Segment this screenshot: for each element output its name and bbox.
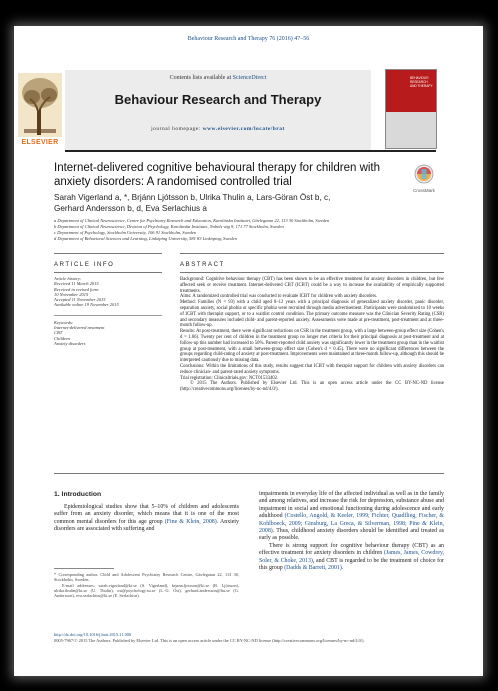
intro-text: , and CBT is regarded to be the treatment of choice for this group <box>259 557 444 572</box>
abstract-copyright: © 2015 The Authors. Published by Elsevier Ltd. This is an open access article under the CC BY-NC-ND license (http://creativecommons.org/licenses/by-nc-nd/4.0/). <box>180 381 444 393</box>
homepage-link[interactable]: www.elsevier.com/locate/brat <box>202 126 285 132</box>
citation-link[interactable]: (James, James, Cowdrey, Soler, & Choke, 2013) <box>259 550 444 564</box>
keyword: Children <box>54 335 70 341</box>
intro-text: . <box>341 565 344 572</box>
doi-link[interactable]: http://dx.doi.org/10.1016/j.brat.2015.11.006 <box>54 632 132 637</box>
elsevier-tree-logo <box>18 73 62 145</box>
info-head-rule <box>54 272 162 273</box>
citation-link[interactable]: (Costello, Angold, & Keeler, 1999; Fichter, Quadflieg, Fischer, & Kohlboeck, 2009; Ginsburg, La Greca, & Silverman, 1998; Pine & Klein, 2008) <box>259 513 444 535</box>
abstract-method: Method: Families (N = 93) with a child aged 8–12 years with a principal diagnosis of generalized anxiety disorder, panic disorder, separation anxiety, social phobia or specific phobia were recruited through media advertisement. Participants were randomized to 10 weeks of ICBT with therapist support, or to a waitlist control condition. The primary outcome measure was the Clinician Severity Rating (CSR) and secondary measures included child- and parent-reported anxiety. Assessments were made at pre-treatment, post-treatment and at three-month follow-up. <box>180 300 444 329</box>
intro-text: . Thus, childhood anxiety disorders should be identified and treated as early as possible. <box>259 528 444 542</box>
keyword: Anxiety disorders <box>54 340 86 346</box>
abstract-trial: Trial registration: Clinicaltrials.gov: NCT01533402. <box>180 375 279 381</box>
cover-title: BEHAVIOUR RESEARCH AND THERAPY <box>410 76 433 88</box>
crossmark-label: CrossMark <box>413 188 435 193</box>
online-date: Available online 19 November 2015 <box>54 302 119 308</box>
affiliations <box>54 218 444 242</box>
email-addresses: E-mail addresses: sarah.vigerland@ki.se (S. Vigerland), brjann.ljotsson@ki.se (B. Ljótsson), ulrika.thulin@ki.se (U. Thulin), ost@psychology.su.se (L.-G. Öst), gerhard.andersson@liu.se (G. Andersson), eva.serlachius@ki.se (E. Serlachius). <box>54 582 239 599</box>
sciencedirect-link[interactable]: ScienceDirect <box>232 75 267 81</box>
intro-text: . Anxiety disorders are associated with suffering and <box>54 518 239 533</box>
intro-text: impairments in everyday life of the affected individual as well as in the family and among relatives, and increase the risk for depression, substance abuse and impairment in social and emotional functioning during adolescence and early adulthood <box>259 491 444 520</box>
article-info <box>54 276 162 346</box>
revised-label: Received in revised form <box>54 286 99 292</box>
abstract-conclusions: Conclusions: Within the limitations of this study, results suggest that ICBT with therapist support for children with anxiety disorders can reduce clinician- and parent-rated anxiety symptoms. <box>180 363 444 375</box>
footnote-rule <box>54 568 114 569</box>
info-top-rule <box>54 253 162 254</box>
affiliation-b: b Department of Clinical Neuroscience, Division of Psychology, Karolinska Institutet, Nobels väg 9, 171 77 Stockholm, Sweden <box>54 224 284 229</box>
running-header: Behaviour Research and Therapy 76 (2016) 47–56 <box>187 36 310 42</box>
author-list <box>54 192 434 214</box>
affiliation-d: d Department of Behavioral Sciences and Learning, Linköping University, 581 83 Linköping, Sweden <box>54 236 237 241</box>
corresponding-author-note: * Corresponding author. Child and Adolescent Psychiatry Research Centre, Gävlegatan 22, 113 30, Stockholm, Sweden. <box>54 572 239 583</box>
affiliation-a: a Department of Clinical Neuroscience, Centre for Psychiatry Research and Education, Karolinska Institutet, Gävlegatan 22, 113 30 Stockholm, Sweden <box>54 218 330 223</box>
abstract-background: Background: Cognitive behaviour therapy (CBT) has been shown to be an effective treatment for anxiety disorders in children, but few affected seek or receive treatment. Internet-delivered CBT (ICBT) could be a way to increase the availability of empirically supported treatments. <box>180 277 444 294</box>
citation-link[interactable]: (Fine & Klein, 2008) <box>164 518 217 525</box>
abstract-top-rule <box>180 253 444 254</box>
article-info-heading: ARTICLE INFO <box>54 262 115 268</box>
abstract-heading: ABSTRACT <box>180 262 225 268</box>
left-column <box>54 504 239 534</box>
authors-line-2: Gerhard Andersson b, d, Eva Serlachius a <box>54 204 207 213</box>
contents-line <box>65 75 371 81</box>
intro-text: Epidemiological studies show that 5–10% of children and adolescents suffer from an anxiety disorder, which means that it is one of the most common mental disorders for this age group <box>54 504 239 525</box>
homepage-line <box>65 126 371 132</box>
journal-header-box <box>65 70 371 150</box>
keyword: Internet-delivered treatment <box>54 325 105 331</box>
license-line: 0005-7967/© 2015 The Authors. Published by Elsevier Ltd. This is an open access article under the CC BY-NC-ND license (http://creativecommons.org/licenses/by-nc-nd/4.0/). <box>54 637 365 643</box>
revised-date: 10 November 2015 <box>54 291 89 297</box>
abstract-aims: Aims: A randomized controlled trial was conducted to evaluate ICBT for children with anxiety disorders. <box>180 294 378 300</box>
header-divider <box>65 150 436 152</box>
abstract-head-rule <box>180 272 444 273</box>
history-label: Article history: <box>54 276 82 281</box>
right-column <box>259 491 444 572</box>
abstract-bottom-rule <box>54 473 444 474</box>
publisher-logo-text: ELSEVIER <box>21 139 59 146</box>
crossmark-icon[interactable] <box>406 163 442 185</box>
affiliation-c: c Department of Psychology, Stockholm University, 106 91 Stockholm, Sweden <box>54 230 196 235</box>
accepted-date: Accepted 11 November 2015 <box>54 297 106 303</box>
abstract-results: Results: At post-treatment, there were significant reductions on CSR in the treatment group, with a large between-group effect size (Cohen's d = 1.66). Twenty per cent of children in the treatment group no longer met criteria for their principal diagnosis at post-treatment and at follow-up this number had increased to 50%. Parent-reported child anxiety was significantly lower in the treatment group than in the waitlist group at post-treatment, with a small between-group effect size (Cohen's d = 0.45). There were no significant differences between the groups regarding child-rating of anxiety at post-treatment. Improvements were maintained at three-month follow-up, although this should be interpreted cautiously due to missing data. <box>180 329 444 364</box>
footnote <box>54 572 239 598</box>
contents-prefix: Contents lists available at <box>169 75 232 81</box>
page-bottom <box>54 632 444 643</box>
abstract-body <box>180 277 444 393</box>
keyword: CBT <box>54 330 63 336</box>
journal-name: Behaviour Research and Therapy <box>114 92 322 107</box>
homepage-prefix: journal homepage: <box>151 126 201 132</box>
intro-text: There is strong support for cognitive behaviour therapy (CBT) as an effective treatment for anxiety disorders in children <box>259 542 444 557</box>
keywords-label: Keywords: <box>54 319 74 325</box>
article-title: Internet-delivered cognitive behavioural therapy for children with anxiety disorders: A randomised controlled trial <box>54 162 381 188</box>
authors-line-1: Sarah Vigerland a, *, Brjánn Ljótsson b, Ulrika Thulin a, Lars-Göran Öst b, c, <box>54 193 331 202</box>
received-date: Received 11 March 2015 <box>54 281 99 287</box>
journal-page <box>14 26 483 676</box>
intro-heading: 1. Introduction <box>54 491 102 498</box>
citation-link[interactable]: (Dadds & Barrett, 2001) <box>284 565 342 572</box>
journal-cover-thumbnail <box>385 69 437 149</box>
